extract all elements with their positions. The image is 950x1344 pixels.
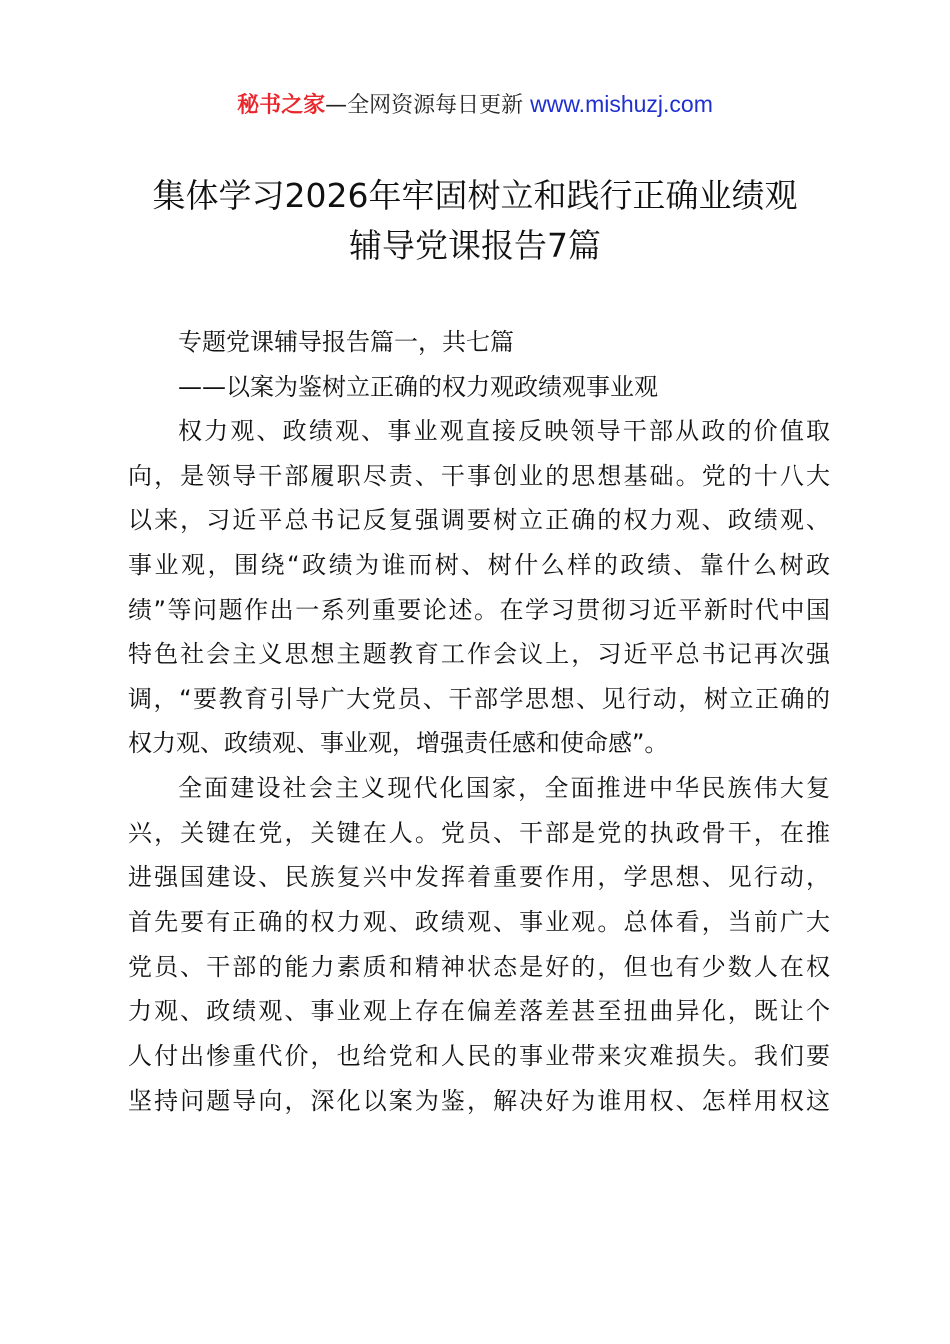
text-line: 人付出惨重代价，也给党和人民的事业带来灾难损失。我们要 — [128, 1042, 830, 1070]
text-line: 事业观，围绕“政绩为谁而树、树什么样的政绩、靠什么树政 — [128, 551, 830, 579]
brand-name: 秘书之家 — [237, 93, 326, 118]
text-line: 进强国建设、民族复兴中发挥着重要作用，学思想、见行动， — [128, 863, 830, 891]
header-tagline: —全网资源每日更新 — [325, 93, 531, 118]
text-line: 权力观、政绩观、事业观，增强责任感和使命感”。 — [128, 729, 669, 757]
text-line: 党员、干部的能力素质和精神状态是好的，但也有少数人在权 — [128, 953, 830, 981]
subheading-line-2: ——以案为鉴树立正确的权力观政绩观事业观 — [178, 373, 658, 401]
site-header — [0, 88, 950, 122]
text-line: 力观、政绩观、事业观上存在偏差落差甚至扭曲异化，既让个 — [128, 997, 830, 1025]
text-line: 绩”等问题作出一系列重要论述。在学习贯彻习近平新时代中国 — [128, 596, 830, 624]
text-line: 向，是领导干部履职尽责、干事创业的思想基础。党的十八大 — [128, 462, 830, 490]
text-line: 首先要有正确的权力观、政绩观、事业观。总体看，当前广大 — [128, 908, 830, 936]
document-title-line-1: 集体学习2026年牢固树立和践行正确业绩观 — [152, 176, 798, 215]
text-line: 坚持问题导向，深化以案为鉴，解决好为谁用权、怎样用权这 — [128, 1087, 830, 1115]
text-line: 调，“要教育引导广大党员、干部学思想、见行动，树立正确的 — [128, 685, 830, 713]
text-line: 权力观、政绩观、事业观直接反映领导干部从政的价值取 — [178, 417, 830, 445]
subheading-line-1: 专题党课辅导报告篇一，共七篇 — [178, 328, 514, 356]
site-url-link[interactable]: www.mishuzj.com — [530, 91, 713, 117]
text-line: 全面建设社会主义现代化国家，全面推进中华民族伟大复 — [178, 774, 830, 802]
text-line: 特色社会主义思想主题教育工作会议上，习近平总书记再次强 — [128, 640, 830, 668]
text-line: 以来，习近平总书记反复强调要树立正确的权力观、政绩观、 — [128, 506, 830, 534]
document-title-line-2: 辅导党课报告7篇 — [349, 226, 601, 265]
text-line: 兴，关键在党，关键在人。党员、干部是党的执政骨干，在推 — [128, 819, 830, 847]
